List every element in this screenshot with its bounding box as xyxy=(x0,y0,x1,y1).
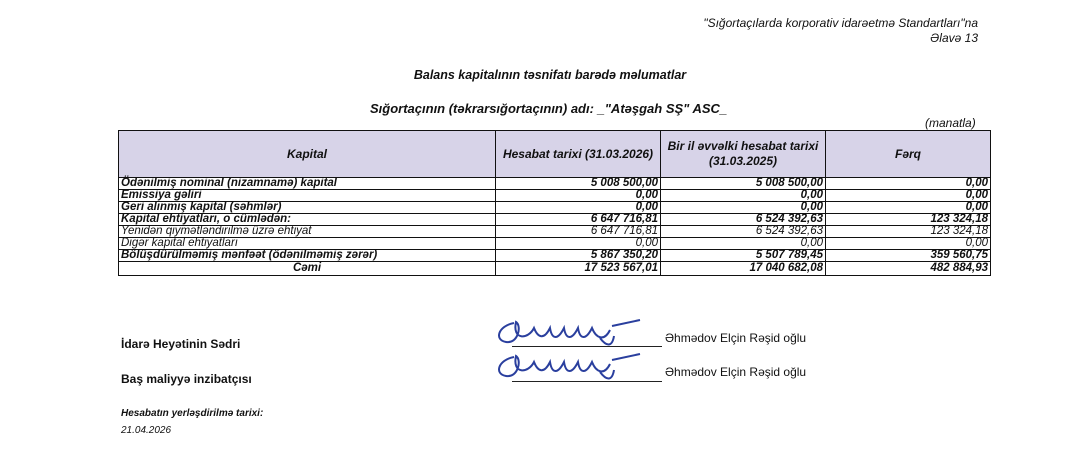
row-current-value: 6 647 716,81 xyxy=(496,226,661,238)
row-label: Geri alınmış kapital (səhmlər) xyxy=(119,202,496,214)
table-row xyxy=(119,226,991,238)
header-note xyxy=(703,16,978,46)
table-row xyxy=(119,190,991,202)
row-difference-value: 359 560,75 xyxy=(826,250,991,262)
row-difference-value: 0,00 xyxy=(826,202,991,214)
row-difference-value: 123 324,18 xyxy=(826,226,991,238)
row-previous-value: 6 524 392,63 xyxy=(661,214,826,226)
chairman-role: İdarə Heyətinin Sədri xyxy=(121,337,241,351)
cfo-name: Əhmədov Elçin Rəşid oğlu xyxy=(665,365,807,379)
row-previous-value: 5 507 789,45 xyxy=(661,250,826,262)
table-header-row xyxy=(119,131,991,178)
capital-table xyxy=(118,130,991,276)
row-difference-value: 123 324,18 xyxy=(826,214,991,226)
row-current-value: 6 647 716,81 xyxy=(496,214,661,226)
row-label: Digər kapital ehtiyatları xyxy=(119,238,496,250)
row-previous-value: 0,00 xyxy=(661,238,826,250)
row-label: Yenidən qiymətləndirilmə üzrə ehtiyat xyxy=(119,226,496,238)
row-current-value: 5 008 500,00 xyxy=(496,178,661,190)
row-label: Ödənilmiş nominal (nizamnamə) kapital xyxy=(119,178,496,190)
insurer-name-line: Sığortaçının (təkrarsığortaçının) adı: _"Atəşgah SŞ" ASC_ xyxy=(370,101,728,116)
column-header-capital: Kapital xyxy=(119,131,496,178)
row-previous-value: 0,00 xyxy=(661,190,826,202)
row-previous-value: 5 008 500,00 xyxy=(661,178,826,190)
row-difference-value: 0,00 xyxy=(826,190,991,202)
row-label: Bölüşdürülməmiş mənfəət (ödənilməmiş zərər) xyxy=(119,250,496,262)
row-difference-value: 0,00 xyxy=(826,178,991,190)
chairman-signature-line xyxy=(512,346,662,347)
total-current: 17 523 567,01 xyxy=(496,262,661,276)
row-current-value: 0,00 xyxy=(496,238,661,250)
annex-number: Əlavə 13 xyxy=(929,31,978,45)
publication-date-label: Hesabatın yerləşdirilmə tarixi: xyxy=(121,408,264,419)
table-row xyxy=(119,178,991,190)
total-previous: 17 040 682,08 xyxy=(661,262,826,276)
cfo-role: Baş maliyyə inzibatçısı xyxy=(121,372,252,386)
chairman-name: Əhmədov Elçin Rəşid oğlu xyxy=(665,331,807,345)
standard-reference: "Sığortaçılarda korporativ idarəetmə Standartları"na xyxy=(703,16,978,30)
table-row xyxy=(119,202,991,214)
currency-note: (manatla) xyxy=(925,116,976,130)
row-difference-value: 0,00 xyxy=(826,238,991,250)
column-header-current-date: Hesabat tarixi (31.03.2026) xyxy=(496,131,661,178)
row-label: Emissiya gəliri xyxy=(119,190,496,202)
row-current-value: 5 867 350,20 xyxy=(496,250,661,262)
publication-date: 21.04.2026 xyxy=(121,425,172,436)
table-row xyxy=(119,250,991,262)
column-header-previous-date: Bir il əvvəlki hesabat tarixi (31.03.2025) xyxy=(661,131,826,178)
table-row xyxy=(119,214,991,226)
total-label: Cəmi xyxy=(119,262,496,276)
column-header-difference: Fərq xyxy=(826,131,991,178)
row-label: Kapital ehtiyatları, o cümlədən: xyxy=(119,214,496,226)
row-current-value: 0,00 xyxy=(496,190,661,202)
total-difference: 482 884,93 xyxy=(826,262,991,276)
row-previous-value: 0,00 xyxy=(661,202,826,214)
row-current-value: 0,00 xyxy=(496,202,661,214)
document-title: Balans kapitalının təsnifatı barədə məlumatlar xyxy=(413,68,687,82)
table-row xyxy=(119,238,991,250)
table-total-row xyxy=(119,262,991,276)
row-previous-value: 6 524 392,63 xyxy=(661,226,826,238)
cfo-signature-line xyxy=(512,381,662,382)
